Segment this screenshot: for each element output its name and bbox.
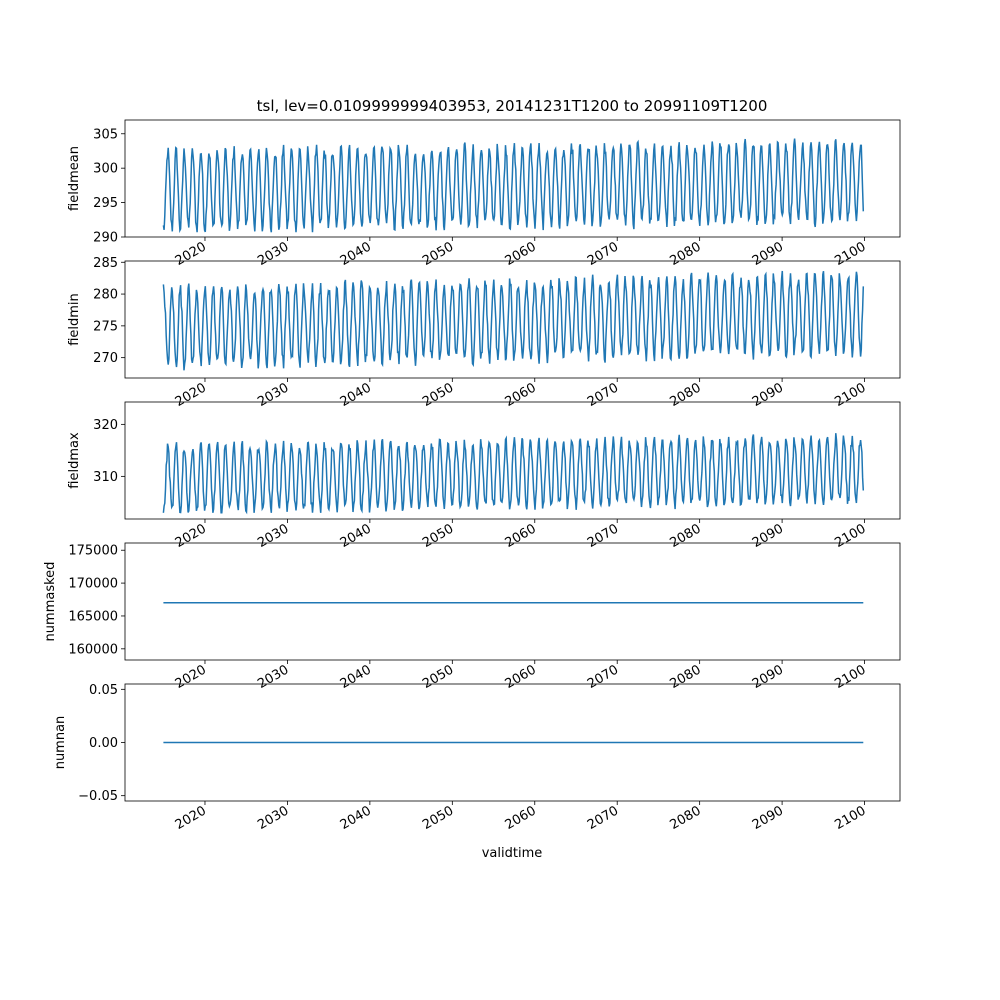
axes-frame	[125, 543, 900, 660]
x-tick-label: 2070	[585, 662, 622, 693]
y-tick-label: 310	[93, 469, 118, 485]
y-tick-label: 320	[93, 417, 118, 433]
x-tick-label: 2060	[502, 380, 539, 411]
x-tick-label: 2060	[502, 521, 539, 552]
x-tick-label: 2060	[502, 803, 539, 834]
y-tick-label: 300	[93, 161, 118, 177]
y-axis-label: fieldmin	[67, 293, 82, 346]
x-tick-label: 2020	[172, 662, 209, 693]
y-axis-label: fieldmax	[67, 432, 82, 489]
subplot-nummasked	[43, 543, 900, 692]
y-tick-label: 175000	[68, 543, 118, 559]
y-axis-label: numnan	[53, 715, 68, 770]
y-tick-label: 270	[93, 351, 118, 367]
y-tick-label: 305	[93, 127, 118, 143]
x-tick-label: 2080	[667, 803, 704, 834]
x-tick-label: 2070	[585, 803, 622, 834]
x-tick-label: 2040	[337, 521, 374, 552]
x-tick-label: 2020	[172, 803, 209, 834]
x-tick-label: 2060	[502, 239, 539, 270]
subplot-fieldmin	[67, 256, 900, 410]
x-tick-label: 2080	[667, 662, 704, 693]
x-tick-label: 2100	[832, 239, 869, 270]
x-tick-label: 2090	[749, 662, 787, 693]
y-tick-label: 280	[93, 287, 118, 303]
y-tick-label: 165000	[68, 609, 118, 625]
x-tick-label: 2030	[255, 803, 292, 834]
x-tick-label: 2050	[420, 803, 457, 834]
x-tick-label: 2090	[749, 521, 787, 552]
y-tick-label: 0.00	[89, 736, 118, 751]
x-axis-label: validtime	[481, 846, 543, 861]
x-tick-label: 2090	[749, 803, 787, 834]
x-tick-label: 2070	[585, 380, 622, 411]
subplots	[43, 120, 900, 833]
x-tick-label: 2050	[420, 521, 457, 552]
y-tick-label: 285	[93, 255, 118, 271]
x-tick-label: 2050	[420, 662, 457, 693]
chart-title: tsl, lev=0.0109999999403953, 20141231T1200 to 20991109T1200	[256, 97, 768, 115]
x-tick-label: 2030	[255, 380, 292, 411]
x-tick-label: 2090	[749, 239, 787, 270]
x-tick-label: 2040	[337, 662, 374, 693]
x-tick-label: 2050	[420, 380, 457, 411]
x-tick-label: 2030	[255, 239, 292, 270]
subplot-fieldmax	[67, 402, 900, 551]
x-tick-label: 2040	[337, 803, 374, 834]
x-tick-label: 2080	[667, 239, 704, 270]
subplot-fieldmean	[67, 120, 900, 269]
y-axis-label: fieldmean	[67, 146, 82, 211]
x-tick-label: 2070	[585, 239, 622, 270]
x-tick-label: 2020	[172, 521, 209, 552]
series-line-fieldmax	[163, 433, 863, 513]
y-tick-label: 275	[93, 319, 118, 335]
series-line-fieldmean	[163, 139, 863, 233]
x-tick-label: 2020	[172, 380, 209, 411]
x-tick-label: 2100	[832, 662, 869, 693]
x-tick-label: 2060	[502, 662, 539, 693]
y-tick-label: 170000	[68, 576, 118, 592]
x-tick-label: 2100	[832, 803, 869, 834]
x-tick-label: 2040	[337, 239, 374, 270]
x-tick-label: 2080	[667, 380, 704, 411]
x-tick-label: 2050	[420, 239, 457, 270]
x-tick-label: 2040	[337, 380, 374, 411]
series-line-fieldmin	[163, 271, 863, 370]
y-tick-label: 160000	[68, 642, 118, 658]
y-tick-label: −0.05	[78, 789, 118, 805]
y-tick-label: 290	[93, 230, 118, 246]
x-tick-label: 2100	[832, 380, 869, 411]
x-tick-label: 2090	[749, 380, 787, 411]
y-axis-label: nummasked	[43, 561, 58, 642]
y-tick-label: 0.05	[89, 682, 118, 698]
x-tick-label: 2030	[255, 662, 292, 693]
x-tick-label: 2020	[172, 239, 209, 270]
x-tick-label: 2080	[667, 521, 704, 552]
y-tick-label: 295	[93, 196, 118, 212]
x-tick-label: 2030	[255, 521, 292, 552]
x-tick-label: 2100	[832, 521, 869, 552]
subplot-numnan	[53, 683, 900, 833]
x-tick-label: 2070	[585, 521, 622, 552]
